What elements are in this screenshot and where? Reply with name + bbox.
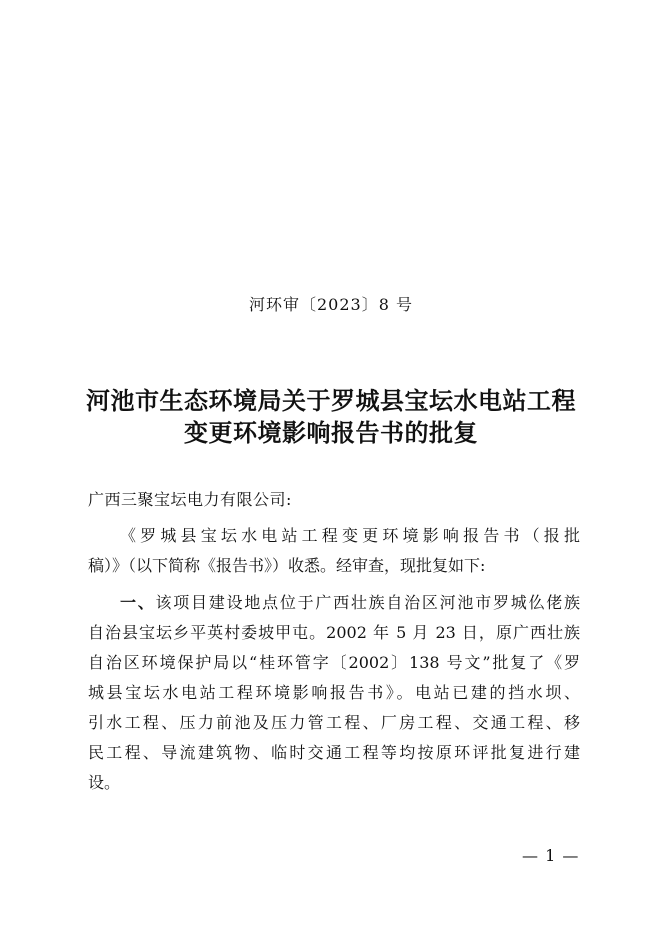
paragraph-2-line-1-text: 该项目建设地点位于广西壮族自治区河池市罗城仫佬族 (155, 593, 580, 612)
title-line-2: 变更环境影响报告书的批复 (184, 418, 478, 447)
paragraph-2-line-4: 城县宝坛水电站工程环境影响报告书》。电站已建的挡水坝、 (88, 683, 580, 702)
document-number: 河环审〔2023〕8 号 (249, 295, 413, 314)
paragraph-2 (88, 588, 580, 798)
paragraph-2-line-2: 自治县宝坛乡平英村委坡甲屯。2002 年 5 月 23 日，原广西壮族 (88, 623, 580, 642)
paragraph-1 (88, 521, 580, 581)
document-title (60, 385, 602, 449)
paragraph-1-line-1: 《罗城县宝坛水电站工程变更环境影响报告书（报批 (120, 526, 580, 545)
title-line-1: 河池市生态环境局关于罗城县宝坛水电站工程 (86, 386, 576, 415)
paragraph-2-line-5: 引水工程、压力前池及压力管工程、厂房工程、交通工程、移 (88, 713, 580, 732)
recipient: 广西三聚宝坛电力有限公司: (88, 490, 292, 509)
page-number: — 1 — (522, 846, 580, 865)
paragraph-2-line-1 (88, 588, 580, 618)
paragraph-2-line-3: 自治区环境保护局以“桂环管字〔2002〕138 号文”批复了《罗 (88, 653, 580, 672)
paragraph-1-line-2: 稿）》（以下简称《报告书》）收悉。经审查，现批复如下: (88, 556, 486, 575)
section-lead: 一、 (120, 593, 156, 612)
paragraph-2-line-6: 民工程、导流建筑物、临时交通工程等均按原环评批复进行建 (88, 743, 580, 762)
paragraph-2-line-7: 设。 (88, 773, 121, 792)
